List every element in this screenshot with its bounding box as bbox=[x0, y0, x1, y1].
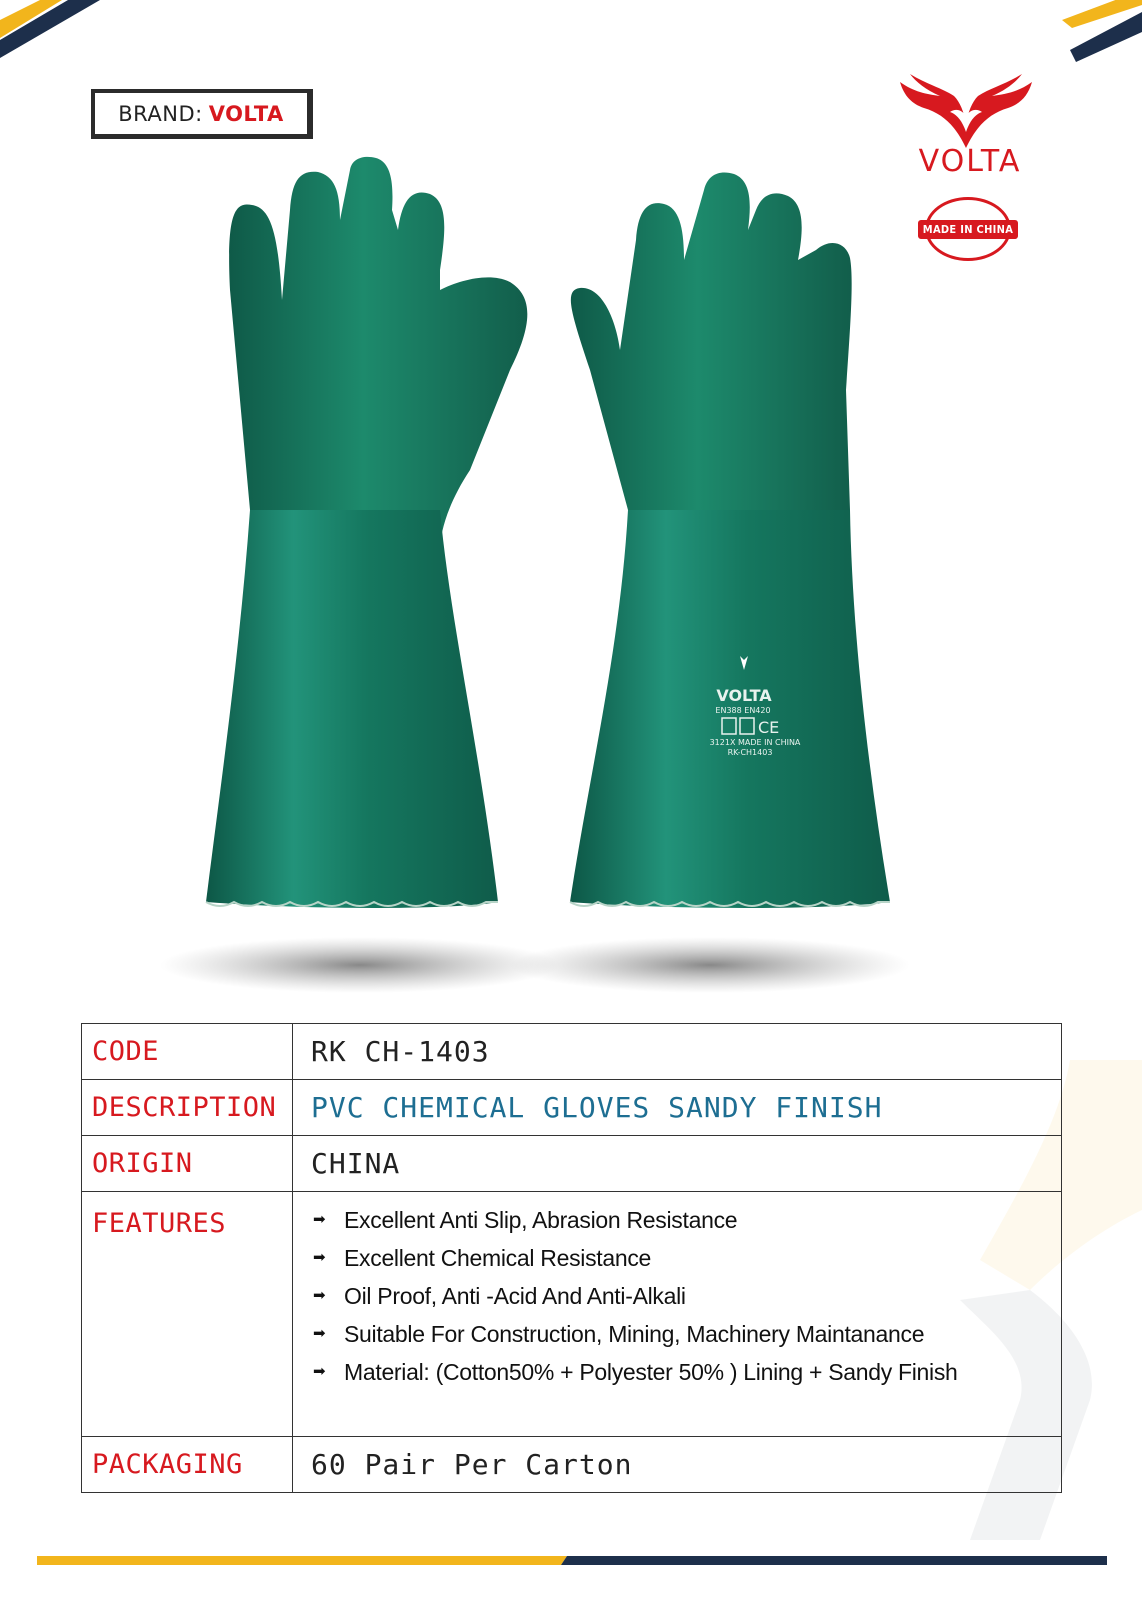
cuff-line2: RK-CH1403 bbox=[727, 748, 773, 757]
bottom-stripe-decoration bbox=[37, 1556, 1107, 1565]
brand-name: VOLTA bbox=[208, 101, 284, 126]
packaging-value: 60 Pair Per Carton bbox=[293, 1437, 1062, 1493]
features-cell bbox=[293, 1192, 1062, 1437]
top-left-stripe-decoration bbox=[0, 0, 110, 60]
description-label: DESCRIPTION bbox=[82, 1080, 293, 1136]
spec-row-packaging bbox=[82, 1437, 1062, 1493]
arrow-right-icon: ➡ bbox=[313, 1325, 326, 1342]
feature-text: Suitable For Construction, Mining, Machinery Maintanance bbox=[344, 1321, 925, 1347]
logo-text: VOLTA bbox=[918, 144, 1022, 179]
arrow-right-icon: ➡ bbox=[313, 1249, 326, 1266]
arrow-right-icon: ➡ bbox=[313, 1287, 326, 1304]
right-glove bbox=[570, 173, 890, 908]
description-value: PVC CHEMICAL GLOVES SANDY FINISH bbox=[293, 1080, 1062, 1136]
cuff-standards: EN388 EN420 bbox=[715, 706, 771, 715]
cuff-brand: VOLTA bbox=[716, 686, 772, 705]
spec-row-origin bbox=[82, 1136, 1062, 1192]
made-in-china-badge-text: MADE IN CHINA bbox=[918, 220, 1018, 239]
feature-item bbox=[313, 1239, 1061, 1277]
code-label: CODE bbox=[82, 1024, 293, 1080]
feature-text: Material: (Cotton50% + Polyester 50% ) Lining + Sandy Finish bbox=[344, 1359, 958, 1385]
arrow-right-icon: ➡ bbox=[313, 1363, 326, 1380]
feature-item bbox=[313, 1315, 1061, 1353]
spec-row-code bbox=[82, 1024, 1062, 1080]
origin-value: CHINA bbox=[293, 1136, 1062, 1192]
origin-label: ORIGIN bbox=[82, 1136, 293, 1192]
code-value: RK CH-1403 bbox=[293, 1024, 1062, 1080]
feature-item bbox=[313, 1201, 1061, 1239]
feature-text: Excellent Chemical Resistance bbox=[344, 1245, 652, 1271]
top-right-stripe-decoration bbox=[1032, 0, 1142, 70]
ce-mark-icon: CE bbox=[758, 718, 780, 737]
feature-item bbox=[313, 1277, 1061, 1315]
feature-item bbox=[313, 1353, 1061, 1391]
feature-text: Oil Proof, Anti -Acid And Anti-Alkali bbox=[344, 1283, 686, 1309]
cuff-line1: 3121X MADE IN CHINA bbox=[709, 738, 801, 747]
volta-wings-logo-icon bbox=[896, 72, 1036, 150]
brand-label bbox=[91, 89, 313, 139]
spec-row-description bbox=[82, 1080, 1062, 1136]
spec-row-features bbox=[82, 1192, 1062, 1437]
brand-prefix: BRAND: bbox=[118, 101, 203, 126]
green-pvc-gloves-image bbox=[150, 150, 970, 1010]
feature-text: Excellent Anti Slip, Abrasion Resistance bbox=[344, 1207, 738, 1233]
features-label: FEATURES bbox=[82, 1192, 293, 1437]
spec-table bbox=[81, 1023, 1062, 1493]
arrow-right-icon: ➡ bbox=[313, 1211, 326, 1228]
left-glove bbox=[206, 157, 527, 908]
packaging-label: PACKAGING bbox=[82, 1437, 293, 1493]
features-list bbox=[293, 1192, 1061, 1391]
